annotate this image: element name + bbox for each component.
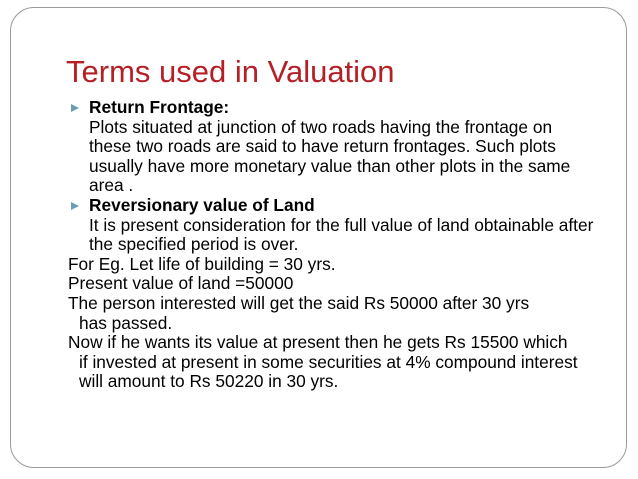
slide-title: Terms used in Valuation [66,54,395,89]
bullet-body: It is present consideration for the full value of land obtainable after the specified period is over. [89,214,594,255]
triangle-bullet-icon [71,202,79,210]
bullet-item-return-frontage [68,98,616,196]
bullet-item-reversionary-value [68,196,616,255]
paragraph-example: For Eg. Let life of building = 30 yrs. [68,253,336,274]
triangle-bullet-icon [71,104,79,112]
paragraph-present-value: Present value of land =50000 [68,273,294,294]
slide-content [68,98,616,392]
bullet-heading: Reversionary value of Land [89,194,315,215]
paragraph-compound-interest: Now if he wants its value at present then he gets Rs 15500 which if invested at present in some securities at 4% compound interest will amount to Rs 50220 in 30 yrs. [68,332,578,392]
bullet-body: Plots situated at junction of two roads having the frontage on these two roads are said to have return frontages. Such plots usually have more monetary value than other plots in the same area . [89,116,571,196]
bullet-heading: Return Frontage: [89,97,230,117]
paragraph-after-30-yrs: The person interested will get the said Rs 50000 after 30 yrs has passed. [68,292,530,333]
